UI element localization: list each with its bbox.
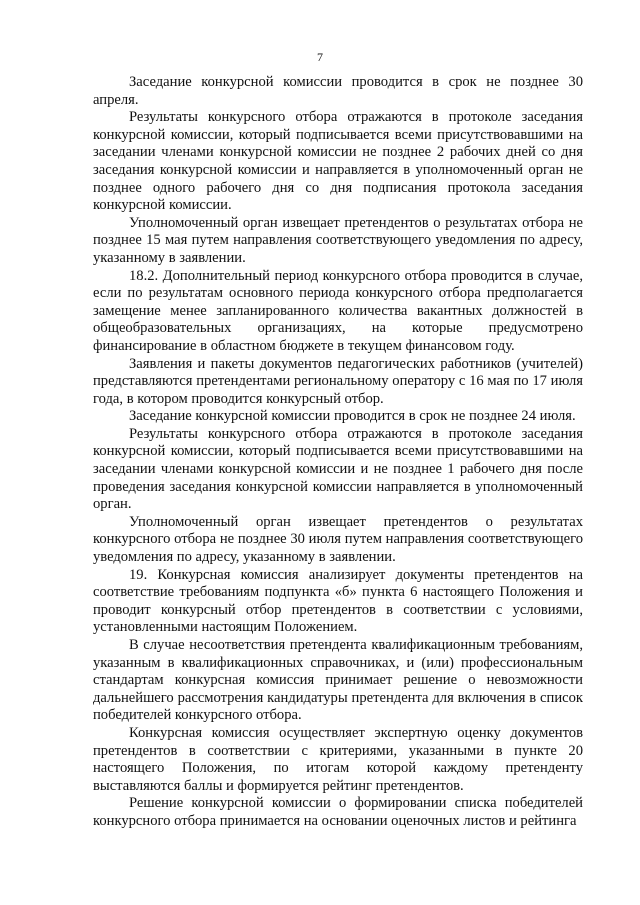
- paragraph: Результаты конкурсного отбора отражаются в протоколе заседания конкурсной комиссии, который подписывается всеми присутствовавшими на заседании членами конкурсной комиссии и не позднее 1 рабочего дня после проведения заседания конкурсной комиссии направляется в уполномоченный орган.: [93, 425, 583, 513]
- paragraph: Заявления и пакеты документов педагогических работников (учителей) представляются претендентами региональному оператору с 16 мая по 17 июля года, в котором проводится конкурсный отбор.: [93, 355, 583, 407]
- paragraph: Заседание конкурсной комиссии проводится в срок не позднее 24 июля.: [129, 408, 576, 425]
- paragraph: 18.2. Дополнительный период конкурсного отбора проводится в случае, если по результатам основного периода конкурсного отбора предполагается замещение менее запланированного количества вакантных должностей в общеобразовательных организациях, на которые предусмотрено финансирование в областном бюджете в текущем финансовом году.: [93, 267, 583, 354]
- page-number: 7: [317, 50, 323, 64]
- paragraph: Конкурсная комиссия осуществляет экспертную оценку документов претендентов в соответствии с критериями, указанными в пункте 20 настоящего Положения, по итогам которой каждому претенденту выставляются баллы и формируется рейтинг претендентов.: [93, 724, 583, 794]
- paragraph: 19. Конкурсная комиссия анализирует документы претендентов на соответствие требованиям подпункта «б» пункта 6 настоящего Положения и проводит конкурсный отбор претендентов в соответствии с условиями, установленными настоящим Положением.: [93, 566, 583, 636]
- document-body: [93, 74, 583, 831]
- paragraph: Уполномоченный орган извещает претендентов о результатах конкурсного отбора не позднее 30 июля путем направления соответствующего уведомления по адресу, указанному в заявлении.: [93, 513, 583, 566]
- paragraph: В случае несоответствия претендента квалификационным требованиям, указанным в квалификационных справочниках, и (или) профессиональным стандартам конкурсная комиссия принимает решение о невозможности дальнейшего рассмотрения кандидатуры претендента для включения в список победителей конкурсного отбора.: [93, 637, 583, 724]
- paragraph: Уполномоченный орган извещает претендентов о результатах отбора не позднее 15 мая путем направления соответствующего уведомления по адресу, указанному в заявлении.: [93, 214, 583, 266]
- paragraph: Заседание конкурсной комиссии проводится в срок не позднее 30 апреля.: [93, 74, 583, 108]
- paragraph: Решение конкурсной комиссии о формировании списка победителей конкурсного отбора принимается на основании оценочных листов и рейтинга: [93, 795, 583, 829]
- paragraph: Результаты конкурсного отбора отражаются в протоколе заседания конкурсной комиссии, который подписывается всеми присутствовавшими на заседании членами конкурсной комиссии не позднее 2 рабочих дней со дня заседания конкурсной комиссии и направляется в уполномоченный орган не позднее одного рабочего дня со дня подписания протокола заседания конкурсной комиссии.: [93, 109, 583, 214]
